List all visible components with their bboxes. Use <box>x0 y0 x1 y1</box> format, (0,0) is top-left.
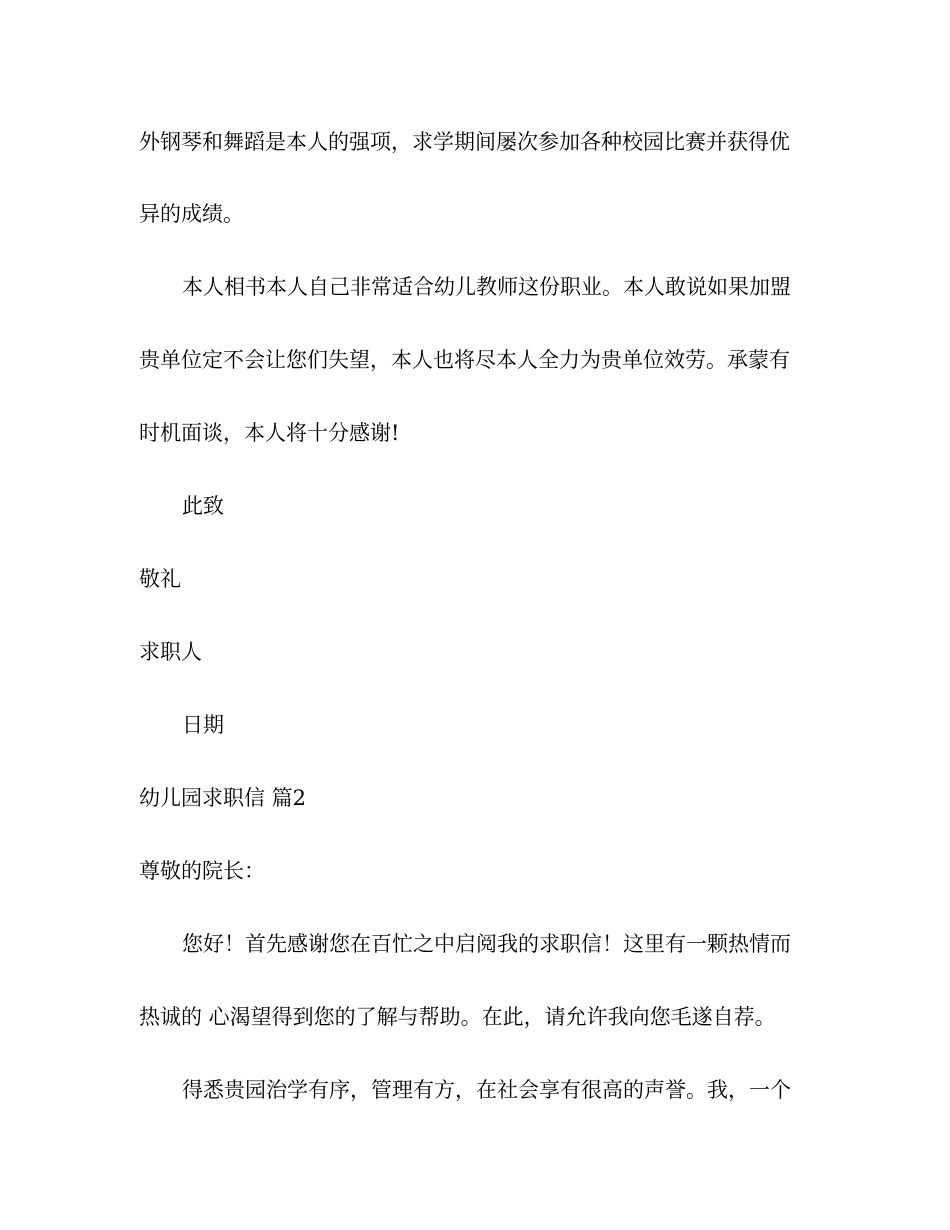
paragraph-line: 本人相书本人自己非常适合幼儿教师这份职业。本人敢说如果加盟 <box>182 275 791 299</box>
closing-regards: 敬礼 <box>139 567 181 591</box>
date-label: 日期 <box>182 713 224 737</box>
closing-salutation: 此致 <box>182 494 224 518</box>
paragraph-line: 热诚的 心渴望得到您的了解与帮助。在此，请允许我向您毛遂自荐。 <box>139 1005 776 1029</box>
paragraph-line: 异的成绩。 <box>139 202 244 226</box>
greeting: 尊敬的院长： <box>139 859 265 883</box>
paragraph-line: 贵单位定不会让您们失望，本人也将尽本人全力为贵单位效劳。承蒙有 <box>139 348 790 372</box>
paragraph-line: 得悉贵园治学有序，管理有方，在社会享有很高的声誉。我，一个 <box>182 1078 791 1102</box>
signature-label: 求职人 <box>139 640 202 664</box>
paragraph-line: 您好！首先感谢您在百忙之中启阅我的求职信！这里有一颗热情而 <box>182 932 791 956</box>
section-heading: 幼儿园求职信 篇2 <box>139 786 307 810</box>
paragraph-line: 时机面谈，本人将十分感谢! <box>139 421 400 445</box>
paragraph-line: 外钢琴和舞蹈是本人的强项，求学期间屡次参加各种校园比赛并获得优 <box>139 130 790 154</box>
